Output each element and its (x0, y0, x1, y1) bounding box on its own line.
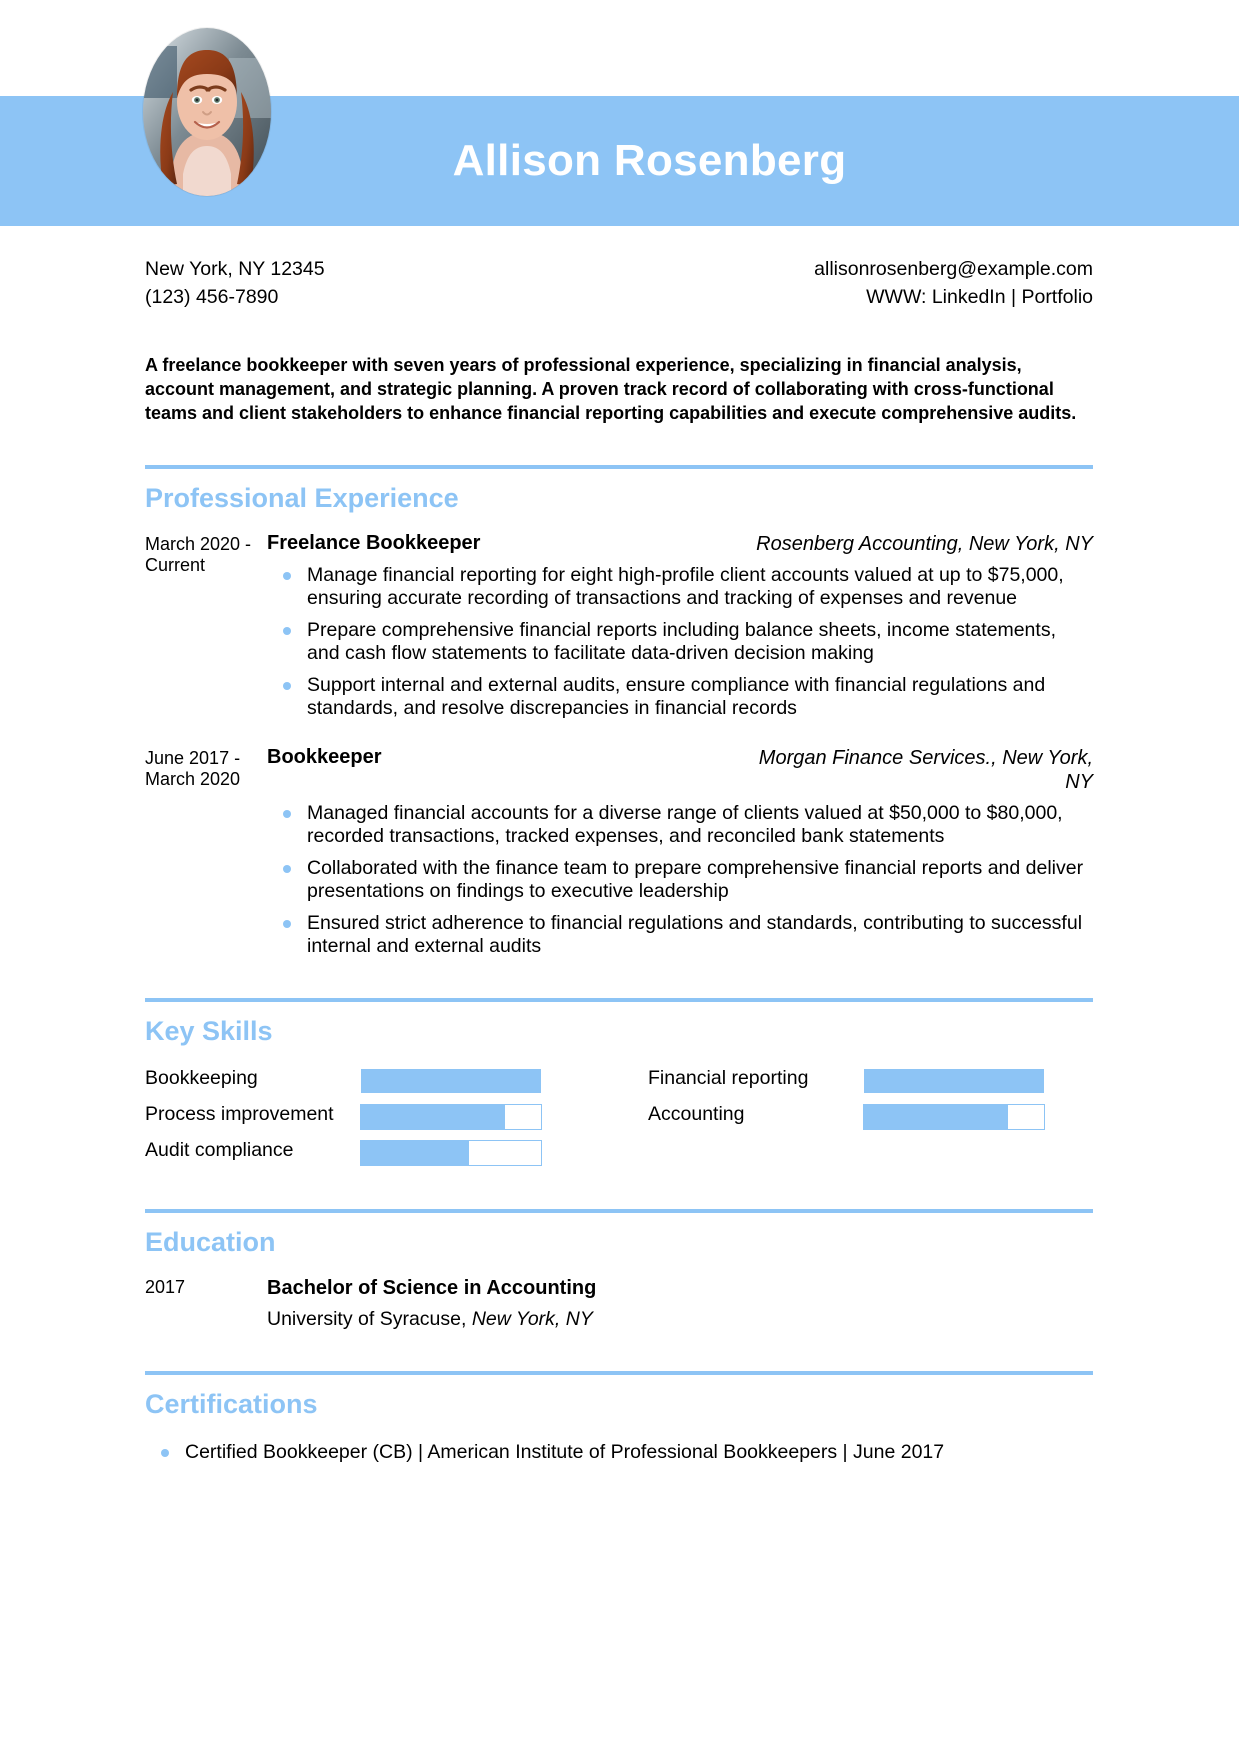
list-item (267, 564, 1093, 610)
experience-bullets (267, 802, 1093, 958)
education-detail (267, 1276, 1093, 1331)
skill-row (145, 1103, 590, 1133)
list-item (267, 802, 1093, 848)
skill-bar-fill (361, 1141, 469, 1165)
section-certifications (145, 1371, 1093, 1464)
education-school (267, 1308, 1093, 1331)
contact-web: WWW: LinkedIn | Portfolio (866, 286, 1093, 308)
page-title: Allison Rosenberg (452, 136, 847, 185)
skill-row (145, 1067, 590, 1097)
section-divider (145, 1209, 1093, 1213)
experience-company: Rosenberg Accounting, New York, NY (756, 533, 1093, 555)
resume-body (145, 255, 1093, 1464)
bullet-icon (283, 920, 291, 928)
section-title-skills: Key Skills (145, 1016, 273, 1046)
section-title-education: Education (145, 1227, 276, 1257)
education-degree: Bachelor of Science in Accounting (267, 1277, 597, 1299)
skill-row (145, 1139, 590, 1169)
skill-bar-fill (864, 1069, 1044, 1093)
contact-phone: (123) 456-7890 (145, 286, 279, 308)
bullet-icon (283, 682, 291, 690)
contact-email: allisonrosenberg@example.com (814, 258, 1093, 280)
skill-bar-fill (361, 1105, 505, 1129)
certifications-list (145, 1440, 1093, 1464)
experience-entry (145, 746, 1093, 958)
skill-bar-track (360, 1104, 542, 1130)
bullet-icon (161, 1449, 169, 1457)
experience-detail (267, 532, 1093, 720)
bullet-text: Ensured strict adherence to financial regulations and standards, contributing to successful internal and external audits (307, 912, 1083, 957)
bullet-icon (283, 810, 291, 818)
experience-heading (267, 746, 1093, 794)
education-entry (145, 1276, 1093, 1331)
education-school-location: New York, NY (471, 1308, 593, 1330)
bullet-text: Managed financial accounts for a diverse range of clients valued at $50,000 to $80,000, recorded transactions, tracked expenses, and reconciled bank statements (307, 802, 1063, 847)
section-divider (145, 1371, 1093, 1375)
section-divider (145, 998, 1093, 1002)
experience-dates: June 2017 - March 2020 (145, 748, 241, 789)
experience-bullets (267, 564, 1093, 720)
skill-label: Accounting (648, 1103, 745, 1125)
experience-detail (267, 746, 1093, 958)
skill-label: Bookkeeping (145, 1067, 258, 1089)
experience-heading (267, 532, 1093, 556)
section-title-certifications: Certifications (145, 1389, 318, 1419)
bullet-icon (283, 865, 291, 873)
summary-text: A freelance bookkeeper with seven years of professional experience, specializing in financial analysis, account management, and strategic planning. A proven track record of collaborating with cross-functional teams and client stakeholders to enhance financial reporting capabilities and execute comprehensive audits. (145, 355, 1077, 423)
skill-row (648, 1067, 1093, 1097)
section-professional-experience (145, 465, 1093, 958)
skill-bar-fill (864, 1105, 1008, 1129)
bullet-text: Collaborated with the finance team to prepare comprehensive financial reports and deliver presentations on findings to executive leadership (307, 857, 1084, 902)
skill-bar-track (360, 1140, 542, 1166)
skill-bar-track (360, 1068, 542, 1094)
skill-bar-track (863, 1068, 1045, 1094)
skill-label: Audit compliance (145, 1139, 294, 1161)
skill-bar-fill (361, 1069, 541, 1093)
list-item (267, 912, 1093, 958)
experience-company: Morgan Finance Services., New York, NY (758, 747, 1093, 793)
skill-label: Financial reporting (648, 1067, 809, 1089)
list-item (267, 674, 1093, 720)
experience-role: Bookkeeper (267, 746, 382, 768)
bullet-text: Prepare comprehensive financial reports including balance sheets, income statements, and cash flow statements to facilitate data-driven decision making (307, 619, 1056, 664)
contact-address: New York, NY 12345 (145, 258, 325, 280)
bullet-icon (283, 627, 291, 635)
experience-role: Freelance Bookkeeper (267, 532, 481, 554)
education-school-name: University of Syracuse, (267, 1308, 472, 1330)
contact-block (145, 255, 1093, 311)
contact-left (145, 255, 325, 311)
skills-grid (145, 1067, 1093, 1169)
list-item (145, 1440, 1093, 1464)
section-divider (145, 465, 1093, 469)
contact-right (814, 255, 1093, 311)
section-education (145, 1209, 1093, 1331)
bullet-text: Manage financial reporting for eight high-profile client accounts valued at up to $75,000, ensuring accurate recording of transactions and tracking of expenses and revenue (307, 564, 1064, 609)
certification-text: Certified Bookkeeper (CB) | American Institute of Professional Bookkeepers | June 2017 (185, 1441, 945, 1463)
skill-bar-track (863, 1104, 1045, 1130)
education-year: 2017 (145, 1277, 186, 1297)
experience-entry (145, 532, 1093, 720)
bullet-text: Support internal and external audits, ensure compliance with financial regulations and standards, and resolve discrepancies in financial records (307, 674, 1046, 719)
section-key-skills (145, 998, 1093, 1169)
skill-row (648, 1103, 1093, 1133)
skill-label: Process improvement (145, 1103, 334, 1125)
list-item (267, 857, 1093, 903)
bullet-icon (283, 572, 291, 580)
list-item (267, 619, 1093, 665)
experience-dates: March 2020 - Current (145, 534, 252, 575)
section-title-experience: Professional Experience (145, 483, 459, 513)
